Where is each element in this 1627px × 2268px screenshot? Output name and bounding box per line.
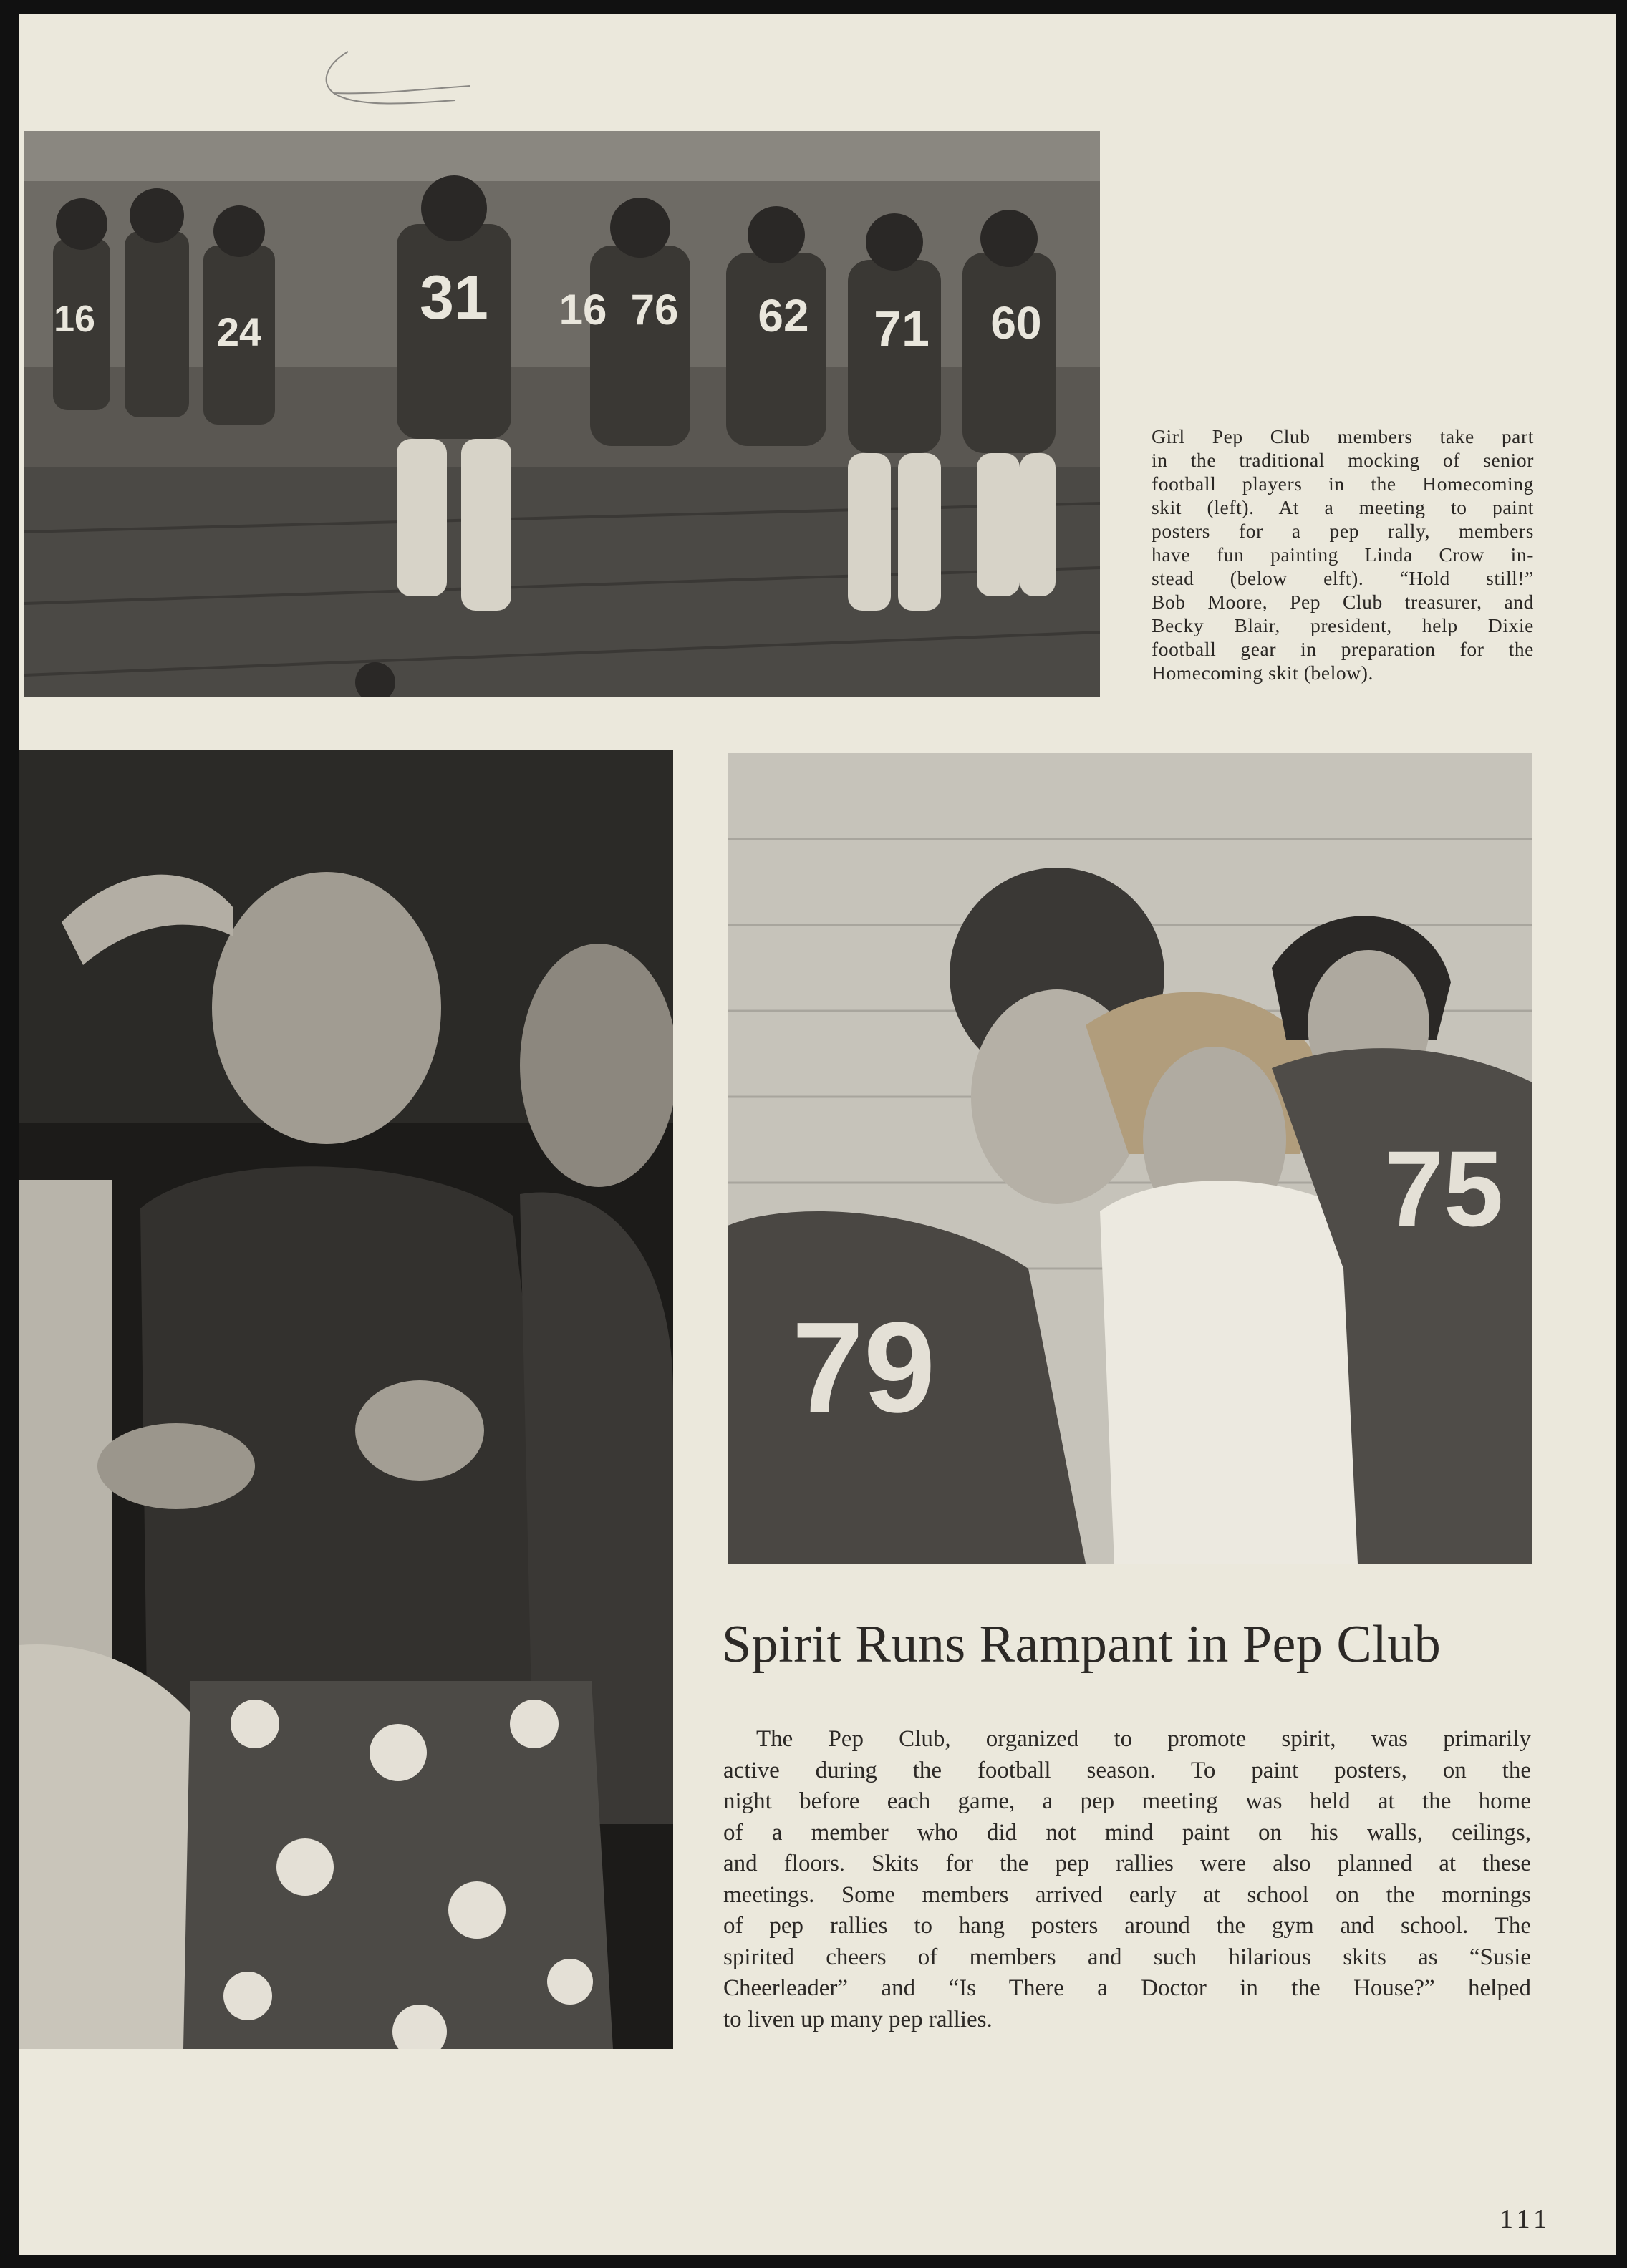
- caption-line: have fun painting Linda Crow in-: [1152, 543, 1534, 566]
- caption-line: skit (left). At a meeting to paint: [1152, 496, 1534, 518]
- caption-line: stead (below elft). “Hold still!”: [1152, 567, 1534, 589]
- jersey-number: 79: [791, 1296, 936, 1440]
- jersey-number: 71: [874, 301, 930, 357]
- article-body: [723, 1724, 1531, 2035]
- painting-member-photo: [19, 750, 673, 2049]
- body-line: active during the football season. To paint posters, on the: [723, 1757, 1531, 1783]
- jersey-number: 75: [1384, 1128, 1504, 1249]
- body-line: and floors. Skits for the pep rallies were also planned at these: [723, 1851, 1531, 1876]
- jersey-number: 16: [54, 299, 95, 340]
- jersey-number: 31: [420, 263, 488, 332]
- caption-line: posters for a pep rally, members: [1152, 520, 1534, 542]
- pen-scribble: [305, 43, 477, 122]
- caption-line: Homecoming skit (below).: [1152, 662, 1373, 684]
- caption-line: Bob Moore, Pep Club treasurer, and: [1152, 591, 1534, 613]
- caption-line: in the traditional mocking of senior: [1152, 449, 1534, 471]
- yearbook-page: [19, 14, 1616, 2255]
- caption-line: football gear in preparation for the: [1152, 638, 1534, 660]
- jersey-number: 60: [990, 297, 1042, 349]
- helmet-fitting-photo: [728, 753, 1532, 1564]
- photo-caption: [1152, 425, 1534, 684]
- page-number: 111: [1500, 2204, 1552, 2234]
- body-line: night before each game, a pep meeting was held at the home: [723, 1788, 1531, 1814]
- caption-line: Becky Blair, president, help Dixie: [1152, 614, 1534, 636]
- caption-line: football players in the Homecoming: [1152, 472, 1534, 495]
- body-line: spirited cheers of members and such hilarious skits as “Susie: [723, 1944, 1531, 1970]
- body-line: The Pep Club, organized to promote spirit, was primarily: [756, 1726, 1531, 1752]
- jersey-number: 76: [630, 286, 679, 334]
- article-headline: Spirit Runs Rampant in Pep Club: [722, 1615, 1442, 1674]
- jersey-number: 62: [758, 290, 809, 341]
- body-line: of pep rallies to hang posters around the gym and school. The: [723, 1913, 1531, 1939]
- jersey-number: 16: [559, 286, 607, 334]
- body-line: of a member who did not mind paint on his walls, ceilings,: [723, 1819, 1531, 1846]
- body-line: to liven up many pep rallies.: [723, 2006, 993, 2032]
- caption-line: Girl Pep Club members take part: [1152, 425, 1534, 447]
- jersey-number: 24: [216, 309, 262, 354]
- body-line: meetings. Some members arrived early at school on the mornings: [723, 1881, 1531, 1908]
- body-line: Cheerleader” and “Is There a Doctor in the House?” helped: [723, 1975, 1531, 2001]
- homecoming-skit-photo: [24, 131, 1100, 697]
